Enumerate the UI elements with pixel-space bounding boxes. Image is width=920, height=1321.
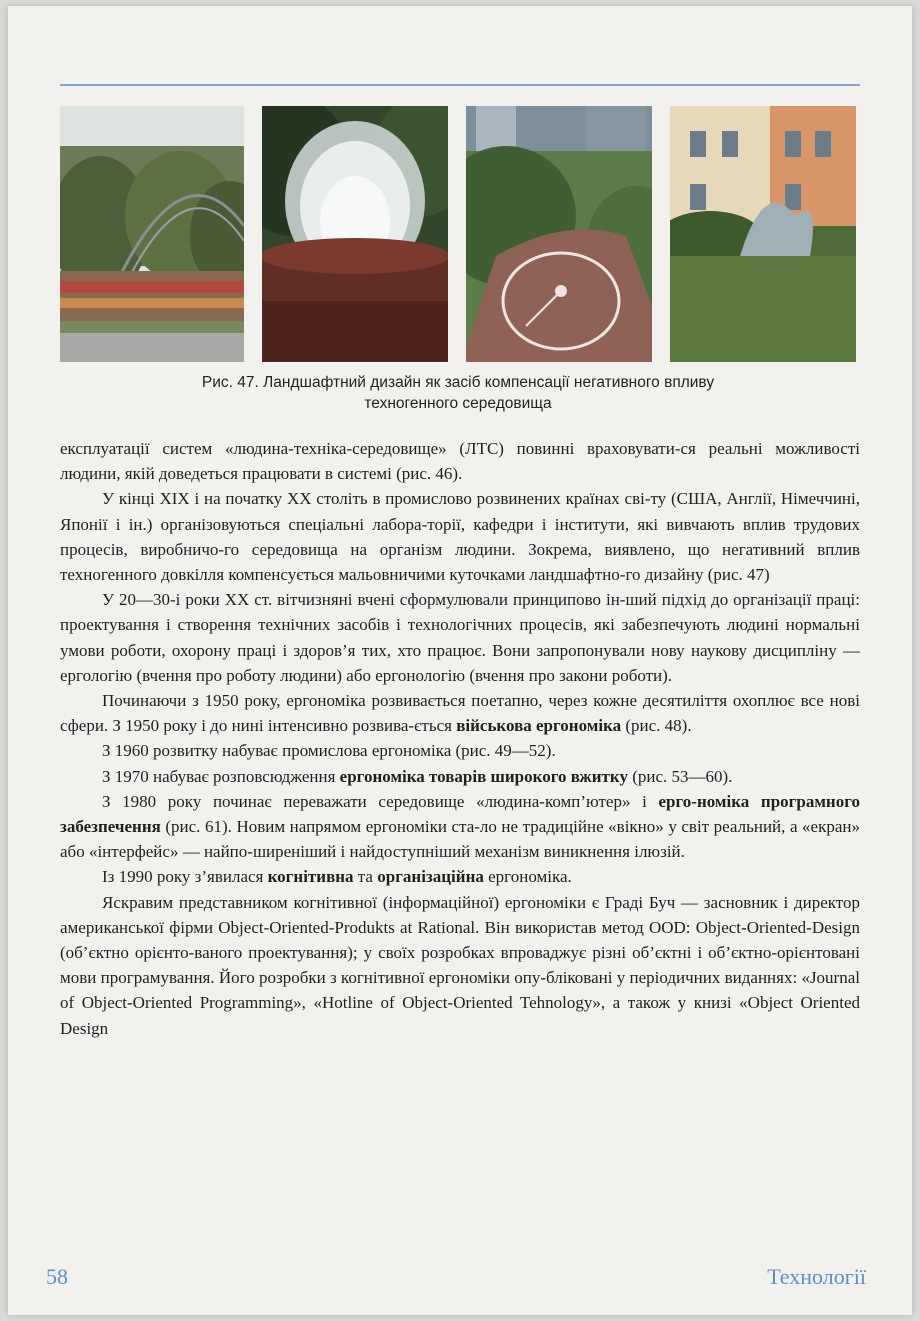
p6-text-a: З 1970 набуває розповсюдження [102, 766, 340, 786]
sundial-photo [466, 106, 652, 362]
paragraph-6 [60, 764, 860, 789]
paragraph-3: У 20—30-і роки XX ст. вітчизняні вчені сформулювали принципово ін-ший підхід до організації праці: проектування і створення технічних засобів і технологічних процесів, які забезпечують людині нормальні умови роботи, охорону праці і здоров’я тих, хто працює. Вони запропонували нову наукову дисципліну — ергологію (вчення про роботу людини) або ергонологію (вчення про закони роботи). [60, 590, 860, 685]
p8-text-e: ергономіка. [483, 867, 572, 887]
page-number: 58 [46, 1264, 68, 1289]
p8-bold-1: когнітивна [267, 867, 354, 887]
paragraph-1: експлуатації систем «людина-техніка-середовище» (ЛТС) повинні враховувати-ся реальні можливості людини, якій доведеться працювати в системі (рис. 46). [60, 439, 860, 484]
fountain-photo [262, 106, 448, 362]
p4-text-a: Починаючи з 1950 року, ергономіка розвивається поетапно, через кожне десятиліття охоплює все нові сфери. З 1950 року і до нині інтенсивно розвива-ється [60, 691, 860, 736]
park-arch-photo [60, 106, 244, 362]
p6-text-c: (рис. 53—60). [627, 766, 733, 786]
p8-text-a: Із 1990 року з’явилася [102, 867, 268, 887]
section-title: Технології [767, 1264, 866, 1289]
p8-bold-2: організаційна [377, 867, 484, 887]
book-page [8, 6, 912, 1315]
paragraph-2: У кінці XIX і на початку XX століть в промислово розвинених країнах сві-ту (США, Англії, Німеччині, Японії і ін.) організовуються спеціальні лабора-торії, кафедри і інститути, які вивчають вплив трудових процесів, виробничо-го середовища на організм людини. Зокрема, виявлено, що негативний вплив техногенного довкілля компенсується мальовничими куточками ландшафтно-го дизайну (рис. 47) [60, 489, 860, 585]
figure-caption [118, 372, 798, 414]
paragraph-4 [60, 688, 860, 738]
caption-line-1: Рис. 47. Ландшафтний дизайн як засіб компенсації негативного впливу [201, 374, 715, 391]
header-rule [60, 84, 860, 86]
p8-text-c: та [353, 867, 378, 887]
p7-bold: ерго-номіка програмного забезпечення [60, 791, 860, 837]
p6-bold: ергономіка товарів широкого вжитку [339, 766, 628, 786]
p4-bold: військова ергономіка [456, 716, 622, 736]
paragraph-8 [60, 864, 860, 889]
sculpture-photo [670, 106, 856, 362]
caption-line-2: техногенного середовища [364, 395, 552, 412]
body-text [60, 436, 860, 1041]
p4-text-c: (рис. 48). [621, 716, 692, 736]
paragraph-7 [60, 789, 860, 865]
p7-text-c: (рис. 61). Новим напрямом ергономіки ста-ло не традиційне «вікно» у світ реальний, а «екран» або «інтерфейс» — найпо-ширеніший і найдоступніший механізм виникнення ілюзій. [60, 817, 860, 862]
p7-text-a: З 1980 року починає переважати середовище «людина-комп’ютер» і [102, 791, 659, 811]
paragraph-9: Яскравим представником когнітивної (інформаційної) ергономіки є Граді Буч — засновник і директор американської фірми Object-Oriented-Produkts at Rational. Він використав метод OOD: Object-Oriented-Design (об’єктно орієнто-ваного проектування); у своїх розробках впроваджує різні об’єктні і об’єктно-орієнтовані мови програмування. Його розробки з когнітивної ергономіки опу-бліковані у періодичних виданнях: «Journal of Object-Oriented Programming», «Hotline of Object-Oriented Tehnology», а також у книзі «Object Oriented Design [60, 892, 860, 1038]
paragraph-5: З 1960 розвитку набуває промислова ергономіка (рис. 49—52). [102, 741, 556, 761]
